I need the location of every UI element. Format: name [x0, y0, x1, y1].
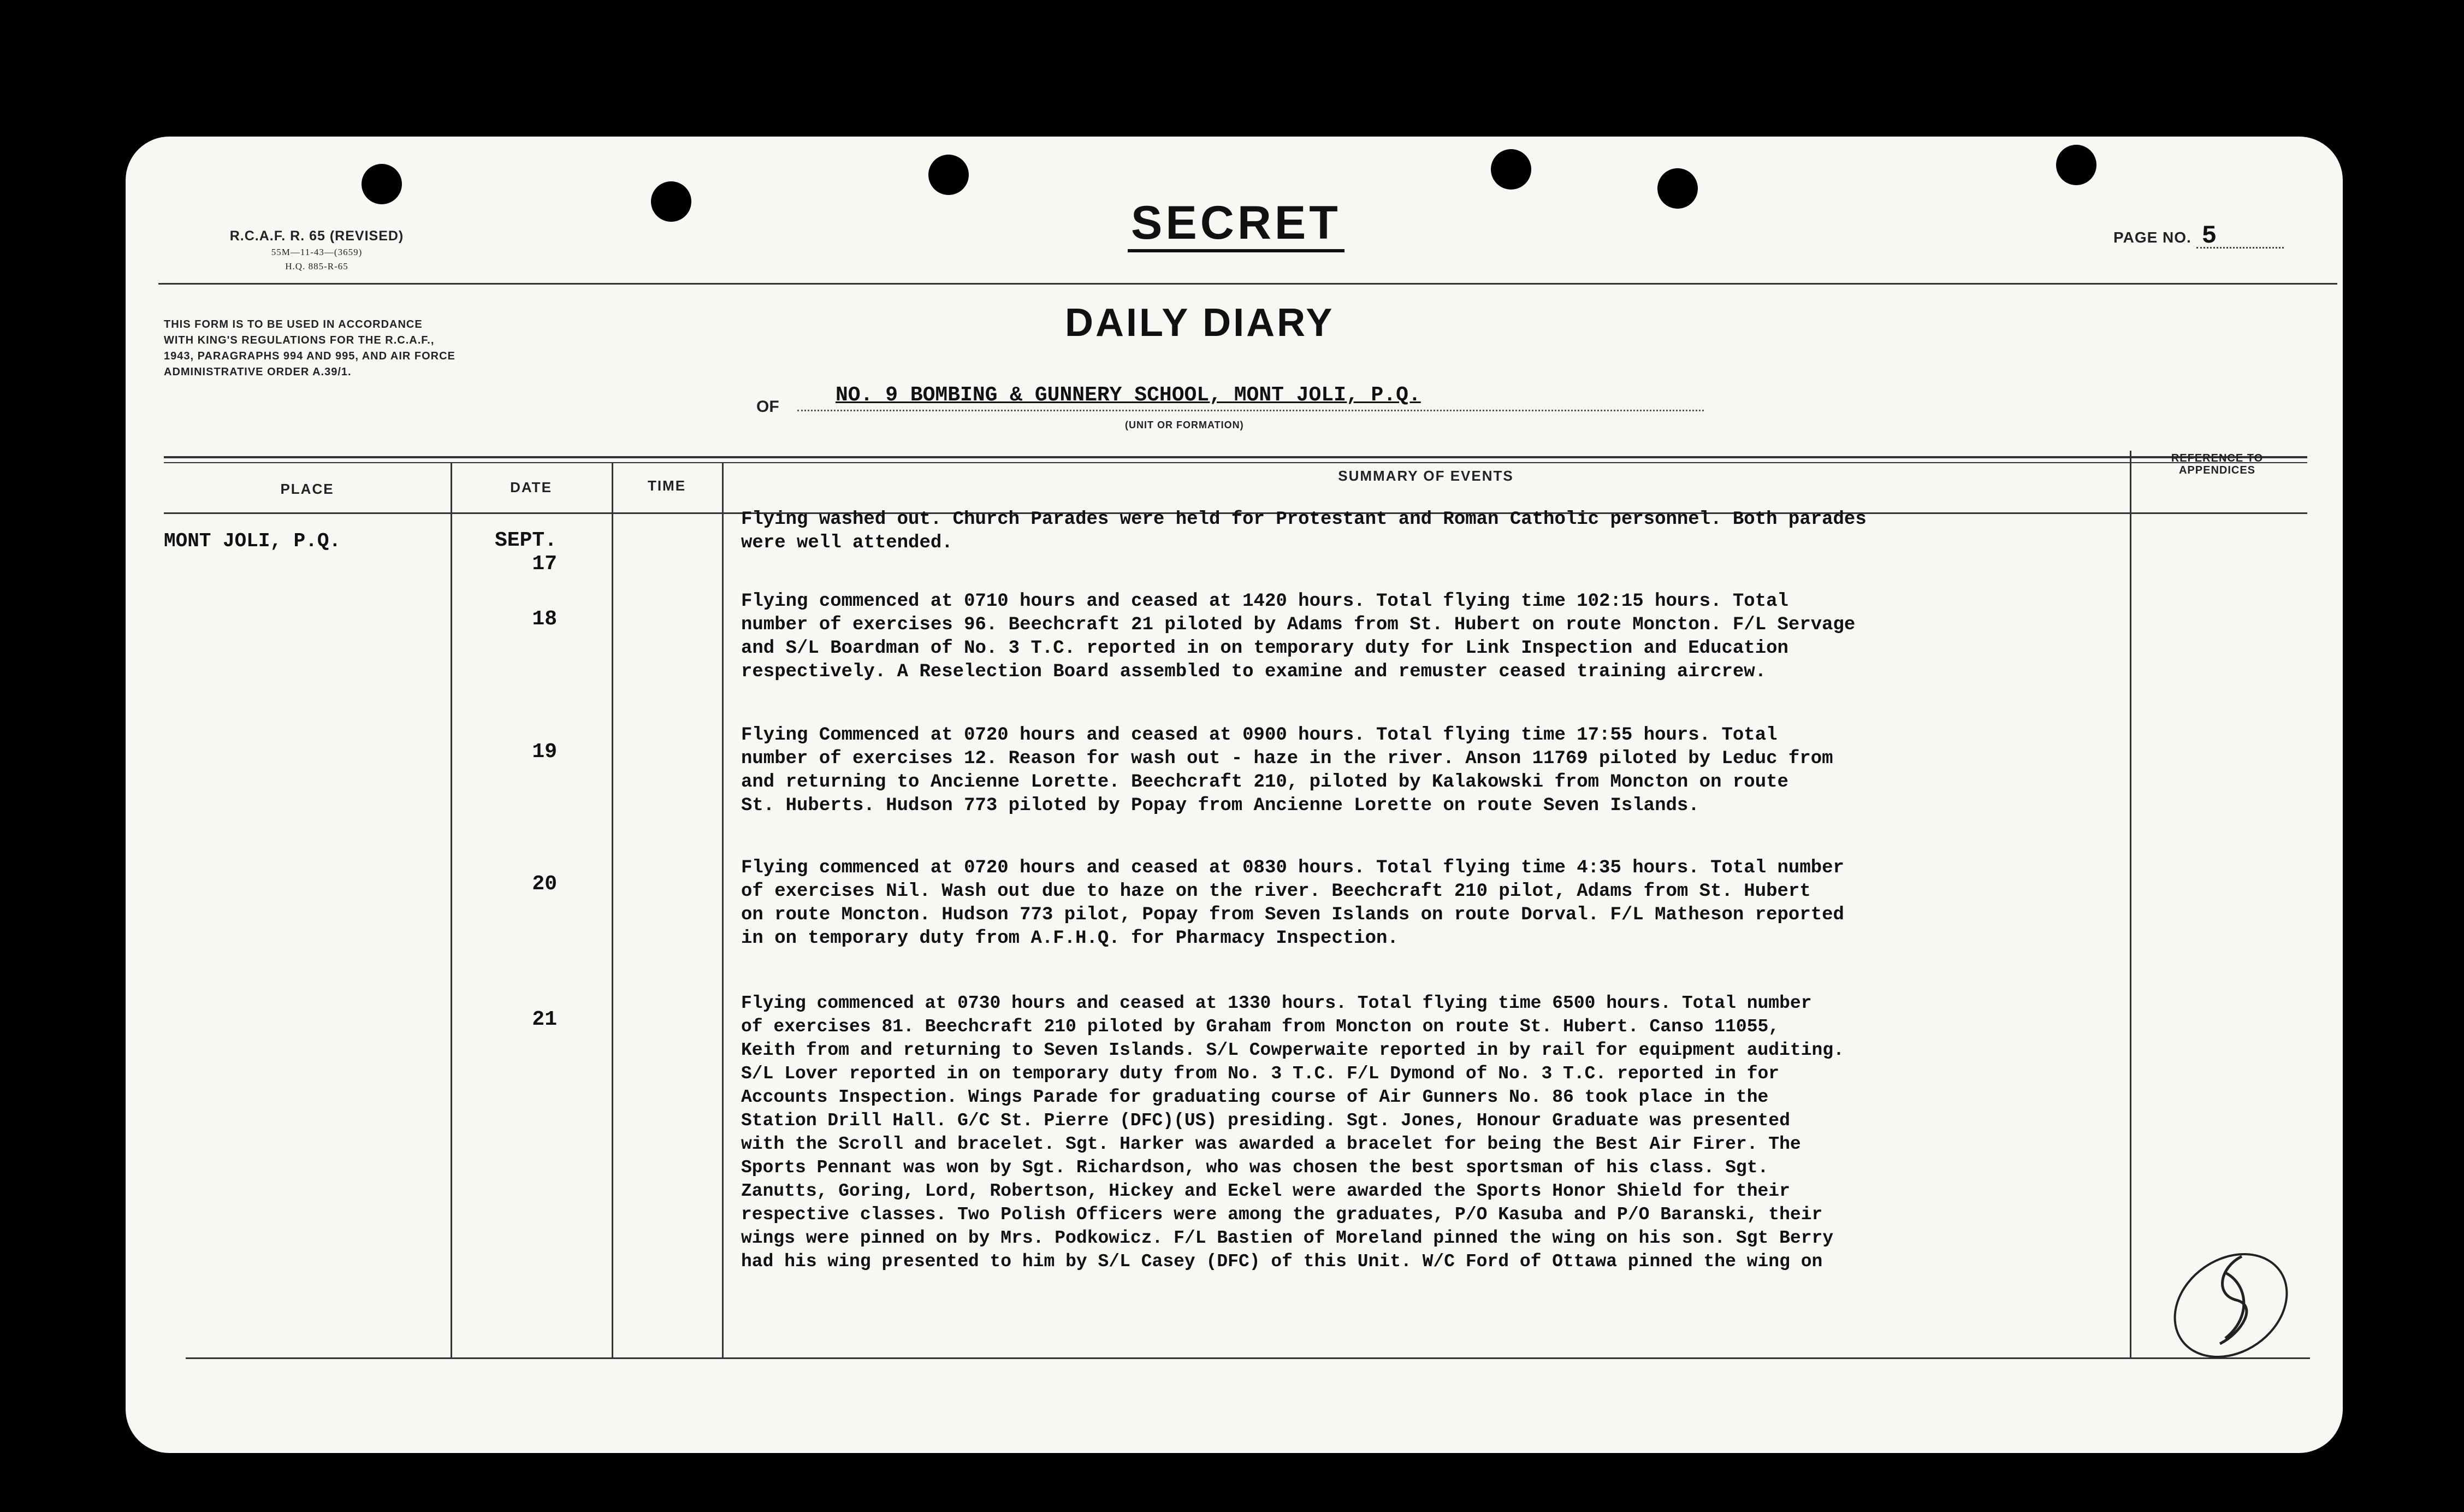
column-divider — [722, 462, 724, 1358]
punch-hole — [651, 181, 691, 222]
entry-line: respectively. A Reselection Board assembled to examine and remuster ceased training aircrew. — [741, 662, 1767, 682]
regulation-notice — [164, 317, 579, 380]
table-bottom-rule — [186, 1357, 2310, 1359]
of-label: OF — [756, 398, 779, 416]
entry-date: 21 — [532, 1008, 557, 1031]
notice-line: WITH KING'S REGULATIONS FOR THE R.C.A.F., — [164, 334, 435, 346]
punch-hole — [928, 155, 969, 195]
initials-signature-mark — [2160, 1235, 2302, 1366]
column-header-time: TIME — [647, 477, 686, 494]
diary-title: DAILY DIARY — [1065, 301, 1335, 345]
column-header-date: DATE — [510, 479, 552, 495]
entry-line: wings were pinned on by Mrs. Podkowicz. F/L Bastien of Moreland pinned the wing on his son. Sgt Berry — [741, 1228, 1834, 1248]
column-divider — [2130, 451, 2131, 1357]
column-divider — [451, 462, 452, 1358]
column-header-summary: SUMMARY OF EVENTS — [1338, 468, 1514, 484]
entry-date: SEPT. 17 — [494, 529, 557, 576]
reference-header-line: REFERENCE TO — [2171, 452, 2264, 464]
punch-hole — [2056, 145, 2096, 185]
entry-line: Flying Commenced at 0720 hours and ceased at 0900 hours. Total flying time 17:55 hours. Total — [741, 725, 1778, 746]
entry-line: Station Drill Hall. G/C St. Pierre (DFC)(US) presiding. Sgt. Jones, Honour Graduate was presented — [741, 1111, 1790, 1131]
entry-line: Flying washed out. Church Parades were held for Protestant and Roman Catholic personnel. Both parades — [741, 509, 1867, 530]
entry-date: 18 — [532, 607, 557, 631]
form-code-line: H.Q. 885-R-65 — [285, 261, 348, 271]
table-top-rule — [164, 462, 2307, 463]
notice-line: THIS FORM IS TO BE USED IN ACCORDANCE — [164, 318, 423, 330]
diary-entry — [741, 508, 2095, 555]
diary-entry — [741, 590, 2095, 684]
entry-date: 20 — [532, 872, 557, 896]
punch-hole — [1491, 149, 1531, 190]
notice-line: ADMINISTRATIVE ORDER A.39/1. — [164, 366, 352, 378]
diary-entry — [741, 724, 2095, 818]
entry-line: and S/L Boardman of No. 3 T.C. reported in on temporary duty for Link Inspection and Education — [741, 638, 1788, 659]
unit-name: NO. 9 BOMBING & GUNNERY SCHOOL, MONT JOLI, P.Q. — [836, 383, 1421, 407]
place-value: MONT JOLI, P.Q. — [164, 530, 341, 552]
entry-line: Accounts Inspection. Wings Parade for graduating course of Air Gunners No. 86 took place in the — [741, 1087, 1769, 1107]
diary-sheet — [126, 137, 2343, 1453]
diary-entry — [741, 991, 2095, 1273]
punch-hole — [362, 164, 402, 204]
notice-line: 1943, PARAGRAPHS 994 AND 995, AND AIR FORCE — [164, 350, 455, 362]
entry-line: respective classes. Two Polish Officers were among the graduates, P/O Kasuba and P/O Baranski, their — [741, 1204, 1823, 1225]
entry-line: were well attended. — [741, 533, 953, 553]
entry-line: of exercises 81. Beechcraft 210 piloted by Graham from Moncton on route St. Hubert. Canso 11055, — [741, 1017, 1780, 1037]
entry-line: on route Moncton. Hudson 773 pilot, Popay from Seven Islands on route Dorval. F/L Matheson reported — [741, 905, 1844, 925]
reference-header-line: APPENDICES — [2178, 464, 2256, 476]
page-number-field — [2113, 222, 2284, 250]
entry-line: in on temporary duty from A.F.H.Q. for Pharmacy Inspection. — [741, 928, 1399, 949]
column-header-reference — [2130, 452, 2305, 476]
classification-heading: SECRET — [1128, 197, 1344, 252]
form-identifier — [175, 227, 459, 274]
page-number-value: 5 — [2196, 225, 2284, 249]
form-number: R.C.A.F. R. 65 (REVISED) — [229, 228, 404, 244]
entry-line: S/L Lover reported in on temporary duty from No. 3 T.C. F/L Dymond of No. 3 T.C. reported in for — [741, 1064, 1780, 1084]
unit-caption: (UNIT OR FORMATION) — [1125, 420, 1244, 430]
table-top-rule — [164, 456, 2307, 458]
entry-line: Flying commenced at 0720 hours and ceased at 0830 hours. Total flying time 4:35 hours. Total number — [741, 858, 1844, 878]
page-number-label: PAGE NO. — [2113, 229, 2191, 246]
entry-line: and returning to Ancienne Lorette. Beechcraft 210, piloted by Kalakowski from Moncton on route — [741, 772, 1788, 793]
entry-line: Flying commenced at 0710 hours and ceased at 1420 hours. Total flying time 102:15 hours. Total — [741, 591, 1788, 612]
entry-line: Flying commenced at 0730 hours and ceased at 1330 hours. Total flying time 6500 hours. Total number — [741, 993, 1812, 1013]
column-divider — [612, 462, 613, 1358]
entry-line: number of exercises 96. Beechcraft 21 piloted by Adams from St. Hubert on route Moncton. F/L Servage — [741, 615, 1856, 635]
punch-hole — [1657, 168, 1698, 209]
diary-entry — [741, 857, 2095, 950]
entry-line: number of exercises 12. Reason for wash out - haze in the river. Anson 11769 piloted by Leduc from — [741, 748, 1833, 769]
column-header-place: PLACE — [280, 481, 334, 497]
entry-line: with the Scroll and bracelet. Sgt. Harker was awarded a bracelet for being the Best Air Firer. The — [741, 1134, 1801, 1154]
form-code-line: 55M—11-43—(3659) — [271, 247, 363, 257]
entry-line: Sports Pennant was won by Sgt. Richardson, who was chosen the best sportsman of his class. Sgt. — [741, 1157, 1769, 1178]
entry-line: Keith from and returning to Seven Islands. S/L Cowperwaite reported in by rail for equipment auditing. — [741, 1040, 1844, 1060]
entry-line: Zanutts, Goring, Lord, Robertson, Hickey and Eckel were awarded the Sports Honor Shield for their — [741, 1181, 1790, 1201]
entry-line: had his wing presented to him by S/L Casey (DFC) of this Unit. W/C Ford of Ottawa pinned the wing on — [741, 1251, 1823, 1272]
entry-line: St. Huberts. Hudson 773 piloted by Popay from Ancienne Lorette on route Seven Islands. — [741, 795, 1699, 816]
entry-line: of exercises Nil. Wash out due to haze on the river. Beechcraft 210 pilot, Adams from St. Hubert — [741, 881, 1811, 902]
header-divider — [158, 283, 2337, 285]
entry-date: 19 — [532, 740, 557, 764]
